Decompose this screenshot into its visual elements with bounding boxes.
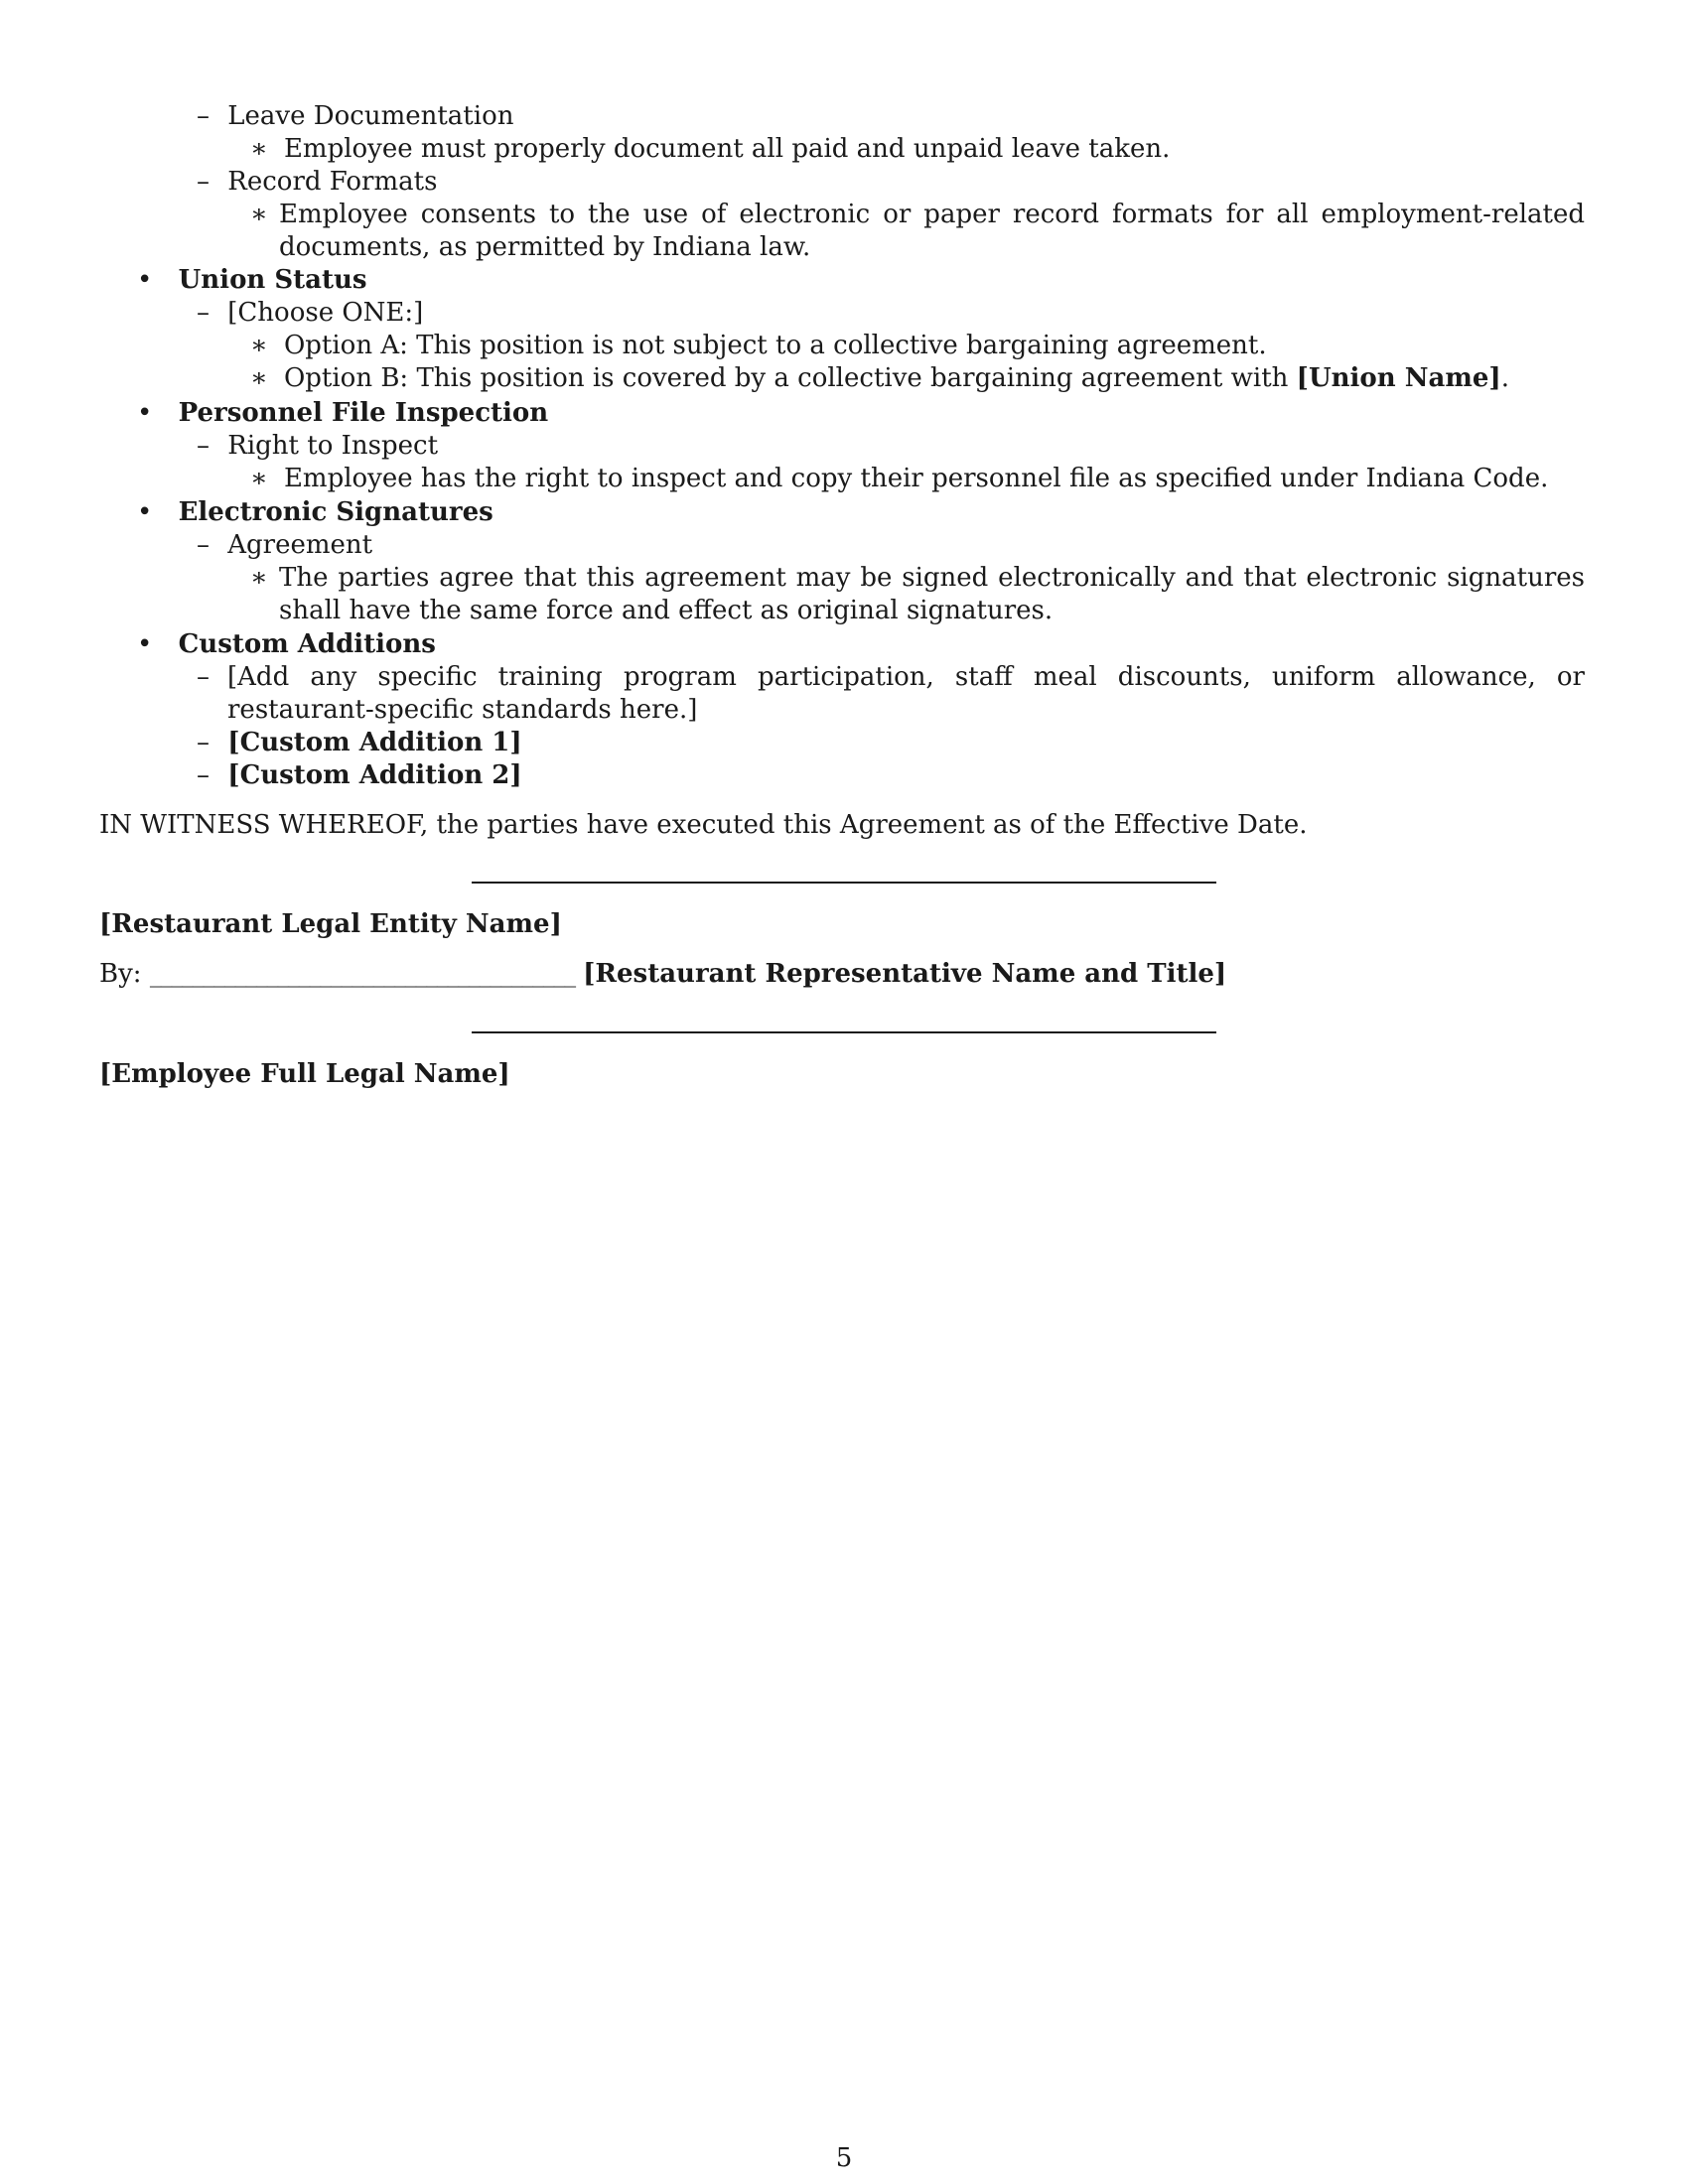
list-star-option-b: [250, 362, 1509, 395]
list-dash-custom-2: [197, 759, 522, 792]
restaurant-representative: [Restaurant Representative Name and Title]: [583, 959, 1227, 989]
list-bullet-union-status: [137, 264, 367, 297]
list-star-option-a: [250, 330, 1267, 362]
option-b-text: [284, 363, 1509, 393]
star-marker: ∗: [250, 363, 268, 393]
signature-line-employee: [472, 1031, 1216, 1033]
dash-marker: –: [197, 101, 210, 131]
dash-marker: –: [197, 298, 210, 328]
list-dash-right-to-inspect: [197, 430, 438, 463]
star-marker: ∗: [250, 464, 268, 493]
page-number: 5: [835, 2143, 853, 2173]
bullet-marker: •: [137, 265, 153, 295]
record-formats-heading: Record Formats: [227, 167, 438, 197]
list-dash-custom-1: [197, 727, 522, 759]
electronic-signatures-heading: Electronic Signatures: [178, 497, 493, 527]
list-dash-agreement: [197, 529, 372, 562]
star-marker-esign: ∗: [250, 563, 268, 593]
bullet-marker: •: [137, 497, 153, 527]
list-dash-leave-doc: [197, 100, 513, 133]
star-marker: ∗: [250, 331, 268, 360]
employee-full-legal-name: [Employee Full Legal Name]: [99, 1059, 510, 1089]
restaurant-entity-name: [Restaurant Legal Entity Name]: [99, 909, 562, 939]
list-bullet-custom-additions: [137, 628, 436, 661]
bullet-marker: •: [137, 398, 153, 428]
union-status-heading: Union Status: [178, 265, 367, 295]
bullet-marker: •: [137, 629, 153, 659]
list-dash-choose-one: [197, 297, 423, 330]
choose-one-text: [Choose ONE:]: [227, 298, 424, 328]
by-blank: ________________________________________: [149, 960, 575, 988]
right-to-inspect-text: Right to Inspect: [227, 431, 439, 461]
dash-marker: –: [197, 167, 210, 197]
esign-item: The parties agree that this agreement may be signed electronically and that electronic signatures shall have the same force and effect as original signatures.: [279, 563, 1585, 625]
option-b-prefix: Option B: This position is covered by a collective bargaining agreement with: [283, 363, 1297, 393]
option-a-text: Option A: This position is not subject to a collective bargaining agreement.: [283, 331, 1267, 360]
personnel-file-heading: Personnel File Inspection: [178, 398, 549, 428]
dash-marker: –: [197, 760, 210, 790]
record-formats-item: Employee consents to the use of electronic or paper record formats for all employment-related documents, as permitted by Indiana law.: [279, 200, 1585, 262]
dash-marker: –: [197, 431, 210, 461]
dash-marker: –: [197, 728, 210, 757]
custom-addition-2: [Custom Addition 2]: [227, 760, 522, 790]
list-bullet-electronic-signatures: [137, 496, 493, 529]
signature-line-restaurant: [472, 882, 1216, 884]
list-star-inspect: [250, 463, 1548, 495]
agreement-text: Agreement: [227, 530, 373, 560]
custom-additions-heading: Custom Additions: [178, 629, 436, 659]
list-star-leave-doc: [250, 133, 1170, 166]
by-label: By:: [99, 959, 142, 989]
inspect-item: Employee has the right to inspect and copy their personnel file as specified under Indiana Code.: [283, 464, 1549, 493]
custom-addition-1: [Custom Addition 1]: [227, 728, 522, 757]
dash-marker: –: [197, 530, 210, 560]
list-dash-record-formats: [197, 166, 437, 199]
custom-additions-instruction: [Add any specific training program participation, staff meal discounts, uniform allowance, or restaurant-specific standards here.]: [227, 662, 1585, 725]
leave-doc-heading: Leave Documentation: [227, 101, 514, 131]
union-name-placeholder: [Union Name]: [1296, 363, 1501, 393]
dash-marker-instruction: –: [197, 662, 210, 692]
by-line: [99, 958, 1226, 991]
star-marker-record-formats: ∗: [250, 200, 268, 229]
leave-doc-item: Employee must properly document all paid and unpaid leave taken.: [283, 134, 1171, 164]
list-bullet-personnel-file: [137, 397, 548, 430]
option-b-suffix: .: [1500, 363, 1509, 393]
star-marker: ∗: [250, 134, 268, 164]
witness-statement: IN WITNESS WHEREOF, the parties have executed this Agreement as of the Effective Date.: [99, 810, 1308, 840]
